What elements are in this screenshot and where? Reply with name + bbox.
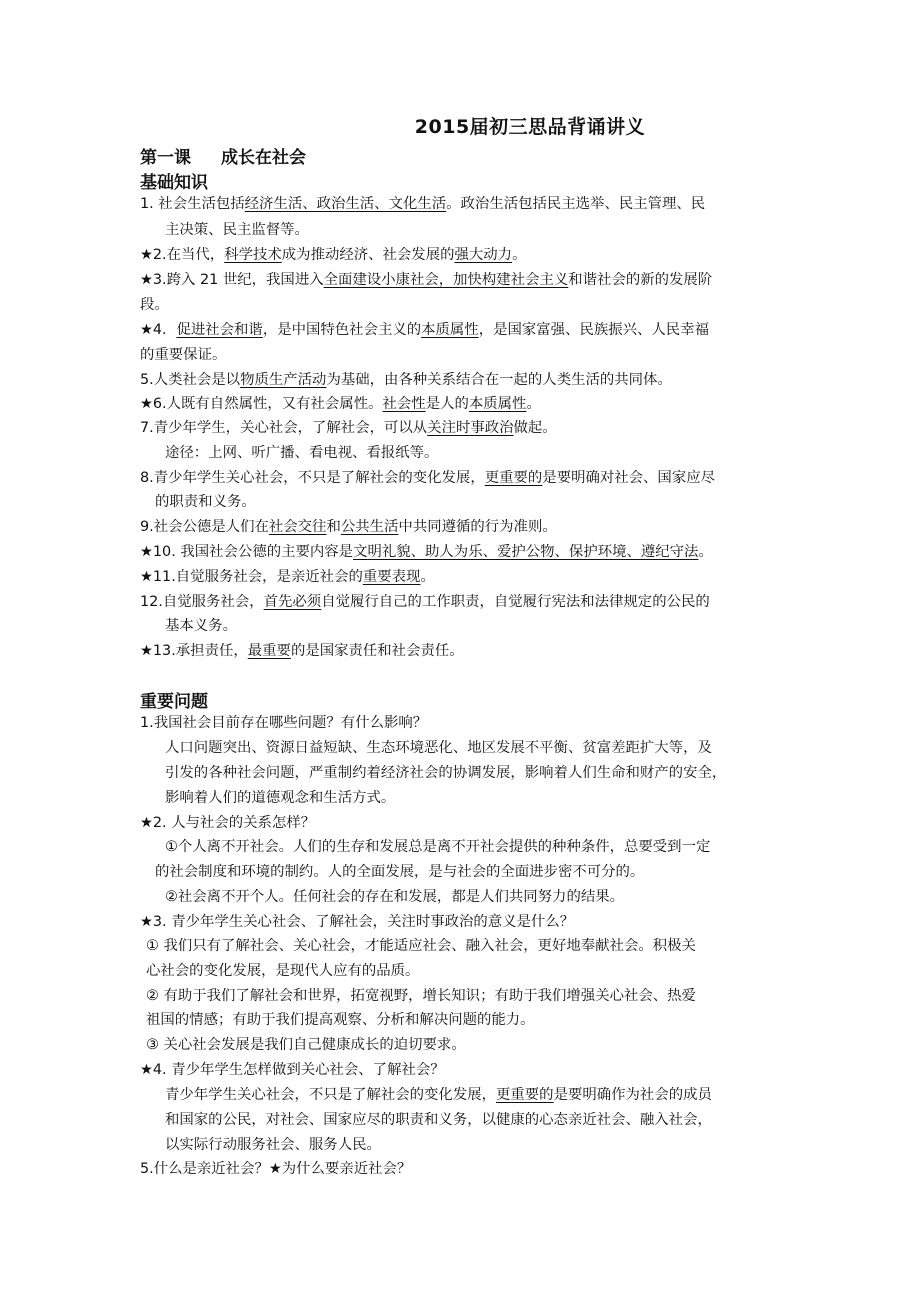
text-run: 和国家的公民，对社会、国家应尽的职责和义务，以健康的心态亲近社会、融入社会， [165, 1112, 712, 1128]
section-heading-questions: 重要问题 [140, 692, 208, 712]
text-run: 以实际行动服务社会、服务人民。 [165, 1137, 381, 1153]
text-run: 祖国的情感；有助于我们提高观察、分析和解决问题的能力。 [146, 1012, 535, 1028]
text-run: 。政治生活包括民主选举、民主管理、民 [446, 196, 706, 212]
text-run: ，是中国特色社会主义的 [262, 322, 422, 338]
section-heading-basic: 基础知识 [140, 173, 208, 193]
important-question-line [165, 885, 624, 910]
text-run: ③ 关心社会发展是我们自己健康成长的迫切要求。 [146, 1037, 466, 1053]
text-run: 人口问题突出、资源日益短缺、生态环境恶化、地区发展不平衡、贫富差距扩大等，及 [165, 740, 712, 756]
basic-knowledge-line [165, 441, 438, 466]
text-run: 和 [326, 519, 341, 535]
underlined-key-term: 文明礼貌、助人为乐、爱护公物、保护环境、遵纪守法 [353, 544, 699, 560]
text-run: 青少年学生关心社会，不只是了解社会的变化发展， [165, 1087, 496, 1103]
text-run: 。 [512, 247, 527, 263]
important-question-line [140, 1157, 411, 1182]
text-run: ★11.自觉服务社会，是亲近社会的 [140, 569, 363, 585]
underlined-key-term: 物质生产活动 [240, 372, 327, 388]
text-run: ★3. 青少年学生关心社会、了解社会，关注时事政治的意义是什么？ [140, 914, 575, 930]
important-question-line [146, 1008, 535, 1033]
text-run: ，是国家富强、民族振兴、人民幸福 [478, 322, 709, 338]
underlined-key-term: 强大动力 [454, 247, 513, 263]
important-question-line [146, 984, 696, 1009]
text-run: ★3.跨入 21 世纪，我国进入 [140, 272, 324, 288]
text-run: ★2. 人与社会的关系怎样？ [140, 815, 316, 831]
basic-knowledge-line [140, 416, 557, 441]
text-run: 。 [420, 569, 435, 585]
underlined-key-term: 本质属性 [421, 322, 479, 338]
important-question-line [165, 1108, 712, 1133]
text-run: 心社会的变化发展，是现代人应有的品质。 [146, 963, 420, 979]
text-run: 5.人类社会是以 [140, 372, 241, 388]
basic-knowledge-line [140, 243, 526, 268]
text-run: 。 [698, 544, 713, 560]
underlined-key-term: 首先必须 [263, 594, 322, 610]
text-run: 是要明确对社会、国家应尽 [542, 470, 715, 486]
important-question-line [165, 761, 726, 786]
document-title: 2015届初三思品背诵讲义 [414, 116, 646, 138]
text-run: 段。 [140, 297, 169, 313]
text-run: 1.我国社会目前存在哪些问题？有什么影响？ [140, 715, 428, 731]
text-run: ① 我们只有了解社会、关心社会，才能适应社会、融入社会，更好地奉献社会。积极关 [146, 938, 696, 954]
underlined-key-term: 关注时事政治 [427, 420, 514, 436]
text-run: 的社会制度和环境的制约。人的全面发展，是与社会的全面进步密不可分的。 [155, 864, 645, 880]
text-run: 12.自觉服务社会， [140, 594, 264, 610]
text-run: ②社会离不开个人。任何社会的存在和发展，都是人们共同努力的结果。 [165, 889, 625, 905]
underlined-key-term: 重要表现 [362, 569, 421, 585]
basic-knowledge-line [140, 590, 710, 615]
text-run: 成为推动经济、社会发展的 [281, 247, 455, 263]
text-run: ② 有助于我们了解社会和世界，拓宽视野，增长知识；有助于我们增强关心社会、热爱 [146, 988, 696, 1004]
basic-knowledge-line [140, 565, 435, 590]
basic-knowledge-line [140, 343, 226, 368]
basic-knowledge-line [140, 318, 709, 343]
text-run: 7.青少年学生，关心社会，了解社会，可以从 [140, 420, 428, 436]
important-question-line [140, 711, 427, 736]
text-run: 。 [526, 396, 541, 412]
basic-knowledge-line [140, 368, 672, 393]
text-run: 引发的各种社会问题，严重制约着经济社会的协调发展，影响着人们生命和财产的安全， [165, 765, 727, 781]
text-run: 5.什么是亲近社会？★为什么要亲近社会？ [140, 1161, 412, 1177]
important-question-line [165, 736, 712, 761]
underlined-key-term: 促进社会和谐 [176, 322, 263, 338]
important-question-line [165, 1133, 381, 1158]
text-run: ★13.承担责任， [140, 643, 248, 659]
text-run: ①个人离不开社会。人们的生存和发展总是离不开社会提供的种种条件，总要受到一定 [165, 839, 711, 855]
basic-knowledge-line [140, 466, 715, 491]
underlined-key-term: 公共生活 [340, 519, 399, 535]
text-run: 中共同遵循的行为准则。 [398, 519, 557, 535]
important-question-line [140, 1058, 445, 1083]
text-run: 的职责和义务。 [155, 494, 256, 510]
text-run: 做起。 [513, 420, 557, 436]
basic-knowledge-line [140, 392, 541, 417]
important-question-line [165, 835, 710, 860]
text-run: 影响着人们的道德观念和生活方式。 [165, 790, 396, 806]
text-run: 是人的 [425, 396, 469, 412]
important-question-line [155, 860, 644, 885]
text-run: 9.社会公德是人们在 [140, 519, 269, 535]
text-run: 基本义务。 [165, 618, 237, 634]
important-question-line [146, 1033, 466, 1058]
underlined-key-term: 社会性 [382, 396, 426, 412]
text-run: 8.青少年学生关心社会，不只是了解社会的变化发展， [140, 470, 485, 486]
text-run: 1. 社会生活包括 [140, 196, 245, 212]
underlined-key-term: 全面建设小康社会，加快构建社会主义 [323, 272, 569, 288]
basic-knowledge-line [140, 268, 712, 293]
lesson-heading [140, 143, 306, 168]
important-question-line [165, 1083, 712, 1108]
lesson-name: 成长在社会 [221, 148, 306, 168]
basic-knowledge-line [165, 218, 309, 243]
text-run: 的是国家责任和社会责任。 [290, 643, 464, 659]
underlined-key-term: 更重要的 [484, 470, 543, 486]
text-run: ★10. 我国社会公德的主要内容是 [140, 544, 354, 560]
text-run: 途径：上网、听广播、看电视、看报纸等。 [165, 445, 439, 461]
underlined-key-term: 本质属性 [468, 396, 527, 412]
important-question-line [146, 934, 696, 959]
important-question-line [140, 811, 315, 836]
underlined-key-term: 经济生活、政治生活、文化生活 [244, 196, 447, 212]
important-question-line [140, 910, 574, 935]
underlined-key-term: 社会交往 [268, 519, 327, 535]
text-run: ★2.在当代， [140, 247, 225, 263]
text-run: ★4． [140, 322, 177, 338]
important-question-line [165, 786, 395, 811]
basic-knowledge-line [155, 490, 256, 515]
text-run: 为基础，由各种关系结合在一起的人类生活的共同体。 [326, 372, 672, 388]
basic-knowledge-line [140, 192, 705, 217]
text-run: ★6.人既有自然属性，又有社会属性。 [140, 396, 383, 412]
basic-knowledge-line [140, 540, 713, 565]
basic-knowledge-line [140, 293, 169, 318]
basic-knowledge-line [165, 614, 237, 639]
underlined-key-term: 最重要 [247, 643, 291, 659]
underlined-key-term: 更重要的 [496, 1087, 554, 1103]
basic-knowledge-line [140, 515, 557, 540]
text-run: 自觉履行自己的工作职责，自觉履行宪法和法律规定的公民的 [321, 594, 710, 610]
important-question-line [146, 959, 419, 984]
text-run: 主决策、民主监督等。 [165, 222, 309, 238]
text-run: 是要明确作为社会的成员 [553, 1087, 712, 1103]
lesson-number: 第一课 [140, 148, 191, 168]
text-run: 和谐社会的新的发展阶 [568, 272, 713, 288]
text-run: 的重要保证。 [140, 347, 227, 363]
underlined-key-term: 科学技术 [224, 247, 282, 263]
text-run: ★4. 青少年学生怎样做到关心社会、了解社会？ [140, 1062, 445, 1078]
basic-knowledge-line [140, 639, 464, 664]
